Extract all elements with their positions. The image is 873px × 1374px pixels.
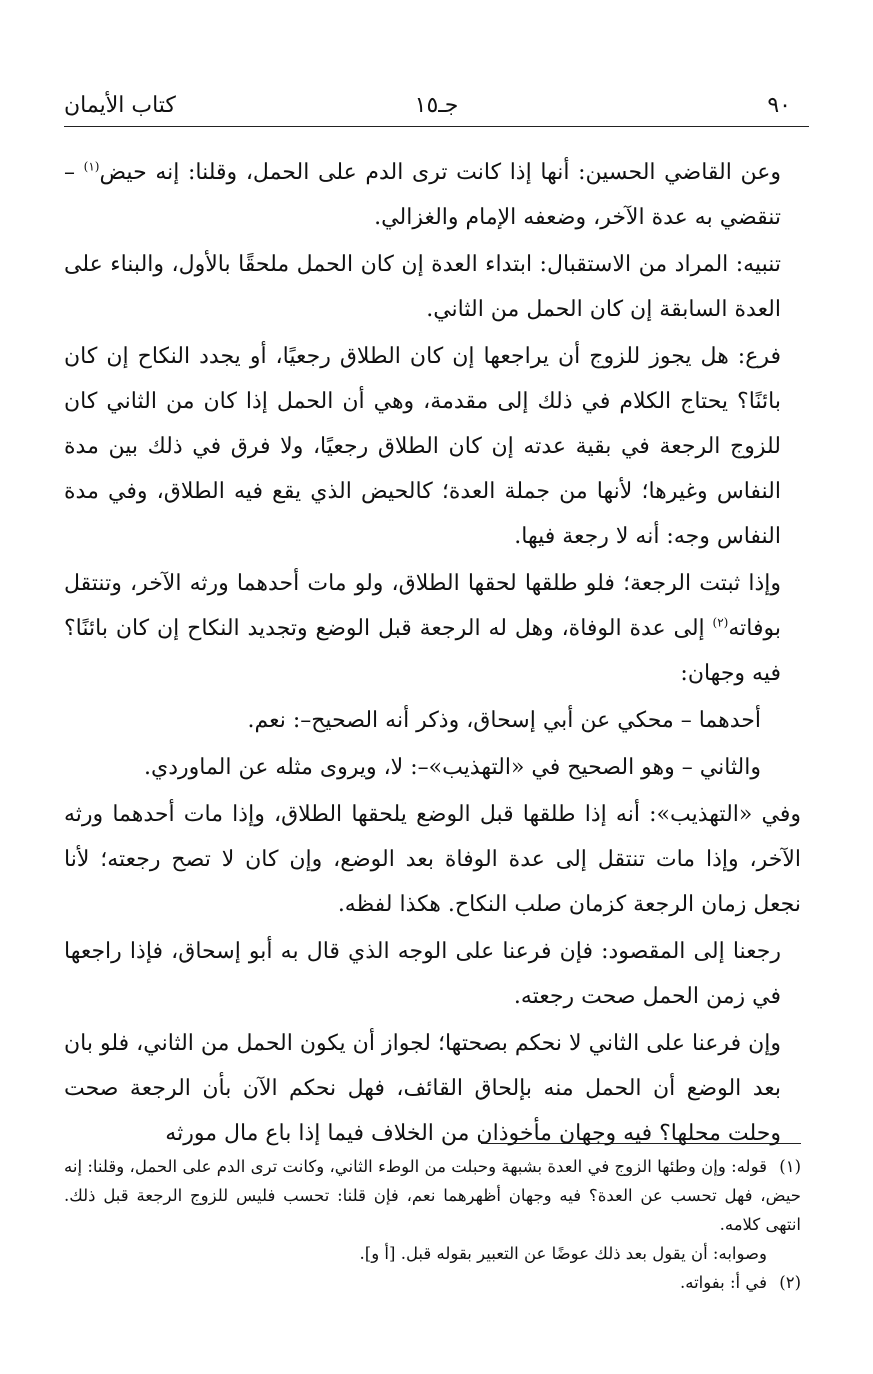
volume-label: جـ١٥ [414, 93, 459, 118]
footnote-1-number: (١) [779, 1157, 801, 1176]
footnote-1 [64, 1152, 801, 1239]
paragraph-1-text-a: وعن القاضي الحسين: أنها إذا كانت ترى الدم على الحمل، وقلنا: إنه حيض [99, 160, 781, 185]
paragraph-4-text-a: وإذا ثبتت الرجعة؛ فلو طلقها لحقها الطلاق، ولو مات أحدهما ورثه الآخر، وتنتقل بوفاته [64, 571, 781, 641]
paragraph-9: وإن فرعنا على الثاني لا نحكم بصحتها؛ لجواز أن يكون الحمل من الثاني، فلو بان بعد الوضع أن الحمل منه بإلحاق القائف، فهل نحكم الآن بأن الرجعة صحت وحلت محلها؟ فيه وجهان مأخوذان من الخلاف فيما إذا باع مال مورثه [64, 1031, 781, 1146]
footnote-divider [481, 1143, 801, 1144]
paragraph-1 [64, 150, 801, 240]
paragraph-1-text-b: – تنقضي به عدة الآخر، وضعفه الإمام والغزالي. [64, 160, 781, 230]
paragraph-8: رجعنا إلى المقصود: فإن فرعنا على الوجه الذي قال به أبو إسحاق، فإذا راجعها في زمن الحمل صحت رجعته. [64, 939, 781, 1009]
main-text [64, 150, 801, 1156]
paragraph-7: وفي «التهذيب»: أنه إذا طلقها قبل الوضع يلحقها الطلاق، وإذا مات أحدهما ورثه الآخر، وإذا مات تنتقل إلى عدة الوفاة بعد الوضع، وإن كان لا تصح رجعته؛ لأنا نجعل زمان الرجعة كزمان صلب النكاح. هكذا لفظه. [64, 802, 801, 917]
paragraph-5: أحدهما – محكي عن أبي إسحاق، وذكر أنه الصحيح–: نعم. [247, 708, 761, 733]
paragraph-4-text-b: إلى عدة الوفاة، وهل له الرجعة قبل الوضع وتجديد النكاح إن كان بائنًا؟ فيه وجهان: [64, 616, 781, 686]
paragraph-3: فرع: هل يجوز للزوج أن يراجعها إن كان الطلاق رجعيًا، أو يجدد النكاح إن كان بائنًا؟ يحتاج الكلام في ذلك إلى مقدمة، وهي أن الحمل إذا كان من الثاني كان للزوج الرجعة في بقية عدته إن كان الطلاق رجعيًا، ولا فرق في ذلك بين مدة النفاس وغيرها؛ لأنها من جملة العدة؛ كالحيض الذي يقع فيه الطلاق، وفي مدة النفاس وجه: أنه لا رجعة فيها. [64, 344, 781, 549]
footnote-2-number: (٢) [779, 1273, 801, 1292]
footnote-ref-2[interactable]: (٢) [712, 615, 729, 630]
footnote-2 [64, 1268, 801, 1297]
paragraph-6: والثاني – وهو الصحيح في «التهذيب»–: لا، ويروى مثله عن الماوردي. [144, 755, 761, 780]
footnote-2-text: في أ: بفواته. [679, 1273, 767, 1292]
footnote-1-continuation: وصوابه: أن يقول بعد ذلك عوضًا عن التعبير بقوله قبل. [أ و]. [359, 1244, 767, 1263]
paragraph-4 [64, 561, 801, 696]
page-number: ٩٠ [767, 93, 791, 118]
running-header [64, 86, 809, 127]
paragraph-2: تنبيه: المراد من الاستقبال: ابتداء العدة إن كان الحمل ملحقًا بالأول، والبناء على العدة السابقة إن كان الحمل من الثاني. [64, 252, 781, 322]
footnote-ref-1[interactable]: (١) [83, 159, 100, 174]
footnote-1-text: قوله: وإن وطئها الزوج في العدة بشبهة وحبلت من الوطء الثاني، وكانت ترى الدم على الحمل، وقلنا: إنه حيض، فهل تحسب عن العدة؟ فيه وجهان أظهرهما نعم، فإن قلنا: تحسب فليس للزوج الرجعة قبل ذلك. انتهى كلامه. [64, 1157, 801, 1234]
footnotes [64, 1152, 801, 1297]
book-title: كتاب الأيمان [64, 93, 176, 118]
